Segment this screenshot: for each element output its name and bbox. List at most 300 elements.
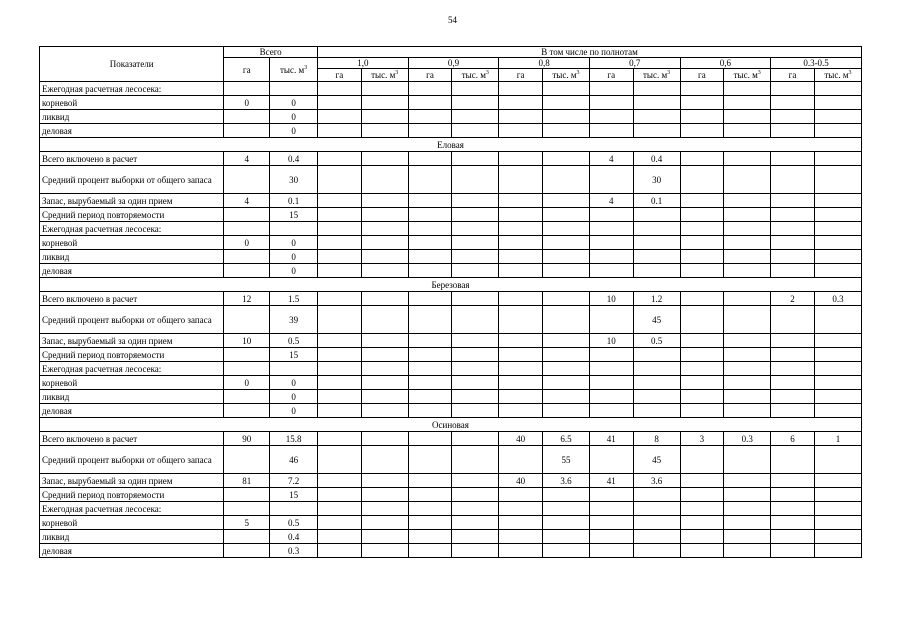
- table-cell: [361, 474, 408, 488]
- table-cell: 8: [633, 432, 680, 446]
- table-cell: [814, 376, 861, 390]
- table-cell: [724, 446, 771, 474]
- table-cell: [543, 208, 590, 222]
- row-label: Средний период повторяемости: [40, 208, 224, 222]
- table-cell: 39: [270, 306, 318, 334]
- table-row: [40, 166, 862, 194]
- table-cell: [224, 82, 270, 96]
- section-title: Осиновая: [40, 418, 862, 432]
- table-cell: [318, 446, 362, 474]
- table-cell: [680, 390, 724, 404]
- table-cell: [408, 208, 452, 222]
- table-cell: [318, 404, 362, 418]
- table-cell: [633, 544, 680, 558]
- table-cell: [499, 222, 543, 236]
- table-cell: [814, 404, 861, 418]
- table-cell: 0.5: [633, 334, 680, 348]
- table-cell: [680, 152, 724, 166]
- table-cell: [361, 96, 408, 110]
- table-cell: [499, 82, 543, 96]
- unit-volume-header: тыс. $м^3$: [452, 69, 499, 82]
- table-cell: 4: [224, 152, 270, 166]
- table-cell: [408, 292, 452, 306]
- table-cell: 30: [633, 166, 680, 194]
- table-cell: [452, 432, 499, 446]
- table-cell: [408, 488, 452, 502]
- table-cell: [318, 152, 362, 166]
- table-cell: [361, 446, 408, 474]
- table-cell: [543, 194, 590, 208]
- table-cell: 0: [270, 96, 318, 110]
- table-cell: [361, 306, 408, 334]
- table-cell: 0.3: [724, 432, 771, 446]
- table-cell: [771, 96, 815, 110]
- table-cell: [680, 292, 724, 306]
- table-cell: [499, 236, 543, 250]
- table-cell: [452, 264, 499, 278]
- row-label: Всего включено в расчет: [40, 432, 224, 446]
- table-row: [40, 390, 862, 404]
- table-cell: 0.4: [633, 152, 680, 166]
- table-row: [40, 152, 862, 166]
- table-cell: [771, 474, 815, 488]
- subheading-row: [40, 502, 862, 516]
- table-cell: [771, 82, 815, 96]
- table-cell: [724, 208, 771, 222]
- table-cell: [361, 362, 408, 376]
- table-cell: [452, 236, 499, 250]
- density-header: 0.3-0.5: [771, 58, 862, 69]
- table-cell: [361, 208, 408, 222]
- table-cell: [224, 390, 270, 404]
- unit-ha-header: га: [680, 69, 724, 82]
- table-cell: [814, 306, 861, 334]
- table-cell: [589, 306, 633, 334]
- row-label: деловая: [40, 124, 224, 138]
- table-cell: [771, 404, 815, 418]
- table-cell: [724, 544, 771, 558]
- table-cell: [814, 264, 861, 278]
- unit-volume-header: тыс. $м^3$: [633, 69, 680, 82]
- table-cell: [814, 348, 861, 362]
- table-cell: [680, 166, 724, 194]
- table-cell: [814, 110, 861, 124]
- table-cell: [318, 376, 362, 390]
- table-cell: 1.2: [633, 292, 680, 306]
- table-cell: [814, 222, 861, 236]
- table-cell: [589, 110, 633, 124]
- table-cell: [318, 236, 362, 250]
- table-cell: [408, 236, 452, 250]
- row-label: Запас, вырубаемый за один прием: [40, 194, 224, 208]
- table-cell: [224, 530, 270, 544]
- table-cell: [771, 236, 815, 250]
- table-cell: [771, 348, 815, 362]
- table-row: [40, 334, 862, 348]
- table-cell: [680, 250, 724, 264]
- table-cell: [680, 306, 724, 334]
- table-cell: [408, 250, 452, 264]
- table-cell: [589, 376, 633, 390]
- table-cell: 90: [224, 432, 270, 446]
- table-cell: [318, 488, 362, 502]
- table-cell: 12: [224, 292, 270, 306]
- table-cell: [814, 250, 861, 264]
- table-cell: [452, 390, 499, 404]
- table-cell: [589, 348, 633, 362]
- table-cell: [270, 502, 318, 516]
- table-cell: [771, 152, 815, 166]
- table-cell: [361, 222, 408, 236]
- table-cell: 5: [224, 516, 270, 530]
- table-cell: [499, 446, 543, 474]
- table-cell: [771, 516, 815, 530]
- table-cell: [633, 208, 680, 222]
- table-cell: [452, 96, 499, 110]
- table-cell: [361, 376, 408, 390]
- row-label: Средний период повторяемости: [40, 348, 224, 362]
- table-cell: 3.6: [633, 474, 680, 488]
- table-cell: 6: [771, 432, 815, 446]
- table-cell: [408, 166, 452, 194]
- density-header: 0,8: [499, 58, 590, 69]
- table-cell: 0.1: [633, 194, 680, 208]
- table-cell: [633, 390, 680, 404]
- table-cell: [318, 208, 362, 222]
- table-cell: 46: [270, 446, 318, 474]
- table-cell: [724, 376, 771, 390]
- section-row: [40, 138, 862, 152]
- table-cell: [361, 334, 408, 348]
- table-cell: [543, 348, 590, 362]
- table-cell: [499, 124, 543, 138]
- table-cell: [408, 152, 452, 166]
- table-cell: [680, 82, 724, 96]
- table-cell: [633, 96, 680, 110]
- table-cell: 0: [270, 110, 318, 124]
- table-cell: [589, 236, 633, 250]
- table-cell: [724, 334, 771, 348]
- row-label: ликвид: [40, 250, 224, 264]
- table-row: [40, 516, 862, 530]
- table-cell: [680, 530, 724, 544]
- row-label: Ежегодная расчетная лесосека:: [40, 82, 224, 96]
- table-cell: [318, 306, 362, 334]
- table-row: [40, 110, 862, 124]
- table-row: [40, 432, 862, 446]
- table-cell: [814, 82, 861, 96]
- table-cell: [771, 306, 815, 334]
- table-cell: [408, 82, 452, 96]
- table-cell: [452, 530, 499, 544]
- table-cell: 15: [270, 208, 318, 222]
- table-cell: [452, 348, 499, 362]
- section-title: Еловая: [40, 138, 862, 152]
- table-cell: [318, 502, 362, 516]
- table-cell: [771, 390, 815, 404]
- table-cell: [452, 124, 499, 138]
- table-cell: [224, 306, 270, 334]
- table-cell: 15: [270, 348, 318, 362]
- table-cell: [589, 250, 633, 264]
- table-cell: [224, 110, 270, 124]
- table-cell: [318, 222, 362, 236]
- table-cell: [499, 194, 543, 208]
- table-cell: [452, 194, 499, 208]
- table-cell: [680, 96, 724, 110]
- table-cell: [452, 362, 499, 376]
- table-cell: [543, 516, 590, 530]
- table-cell: [589, 362, 633, 376]
- table-cell: [270, 362, 318, 376]
- table-cell: 0.4: [270, 152, 318, 166]
- total-volume-header: тыс. $м^3$: [270, 58, 318, 82]
- table-cell: [318, 194, 362, 208]
- table-cell: [814, 516, 861, 530]
- subheading-row: [40, 362, 862, 376]
- table-cell: [452, 334, 499, 348]
- table-cell: [589, 530, 633, 544]
- allowable-cut-table: [39, 46, 862, 558]
- table-cell: [771, 222, 815, 236]
- table-cell: [224, 404, 270, 418]
- table-cell: [814, 194, 861, 208]
- table-row: [40, 250, 862, 264]
- table-cell: [814, 208, 861, 222]
- table-cell: [318, 110, 362, 124]
- table-cell: [724, 250, 771, 264]
- table-cell: 40: [499, 474, 543, 488]
- table-cell: 15: [270, 488, 318, 502]
- table-cell: [543, 292, 590, 306]
- table-cell: [814, 390, 861, 404]
- table-cell: [499, 376, 543, 390]
- table-cell: [589, 166, 633, 194]
- table-cell: [499, 96, 543, 110]
- table-cell: [771, 208, 815, 222]
- row-label: корневой: [40, 96, 224, 110]
- table-cell: [499, 404, 543, 418]
- table-cell: [543, 110, 590, 124]
- table-cell: [814, 152, 861, 166]
- table-cell: [224, 166, 270, 194]
- table-cell: [452, 488, 499, 502]
- table-cell: [680, 264, 724, 278]
- table-cell: [361, 194, 408, 208]
- table-cell: [318, 264, 362, 278]
- table-cell: 10: [589, 334, 633, 348]
- table-cell: [408, 222, 452, 236]
- table-cell: 0: [270, 124, 318, 138]
- table-cell: [543, 264, 590, 278]
- unit-volume-header: тыс. $м^3$: [361, 69, 408, 82]
- page-number: 54: [448, 15, 457, 25]
- table-cell: [543, 544, 590, 558]
- table-cell: [318, 124, 362, 138]
- table-cell: [543, 152, 590, 166]
- table-cell: [452, 404, 499, 418]
- table-cell: [633, 236, 680, 250]
- table-cell: 0: [270, 404, 318, 418]
- table-cell: [408, 376, 452, 390]
- table-cell: [814, 544, 861, 558]
- table-cell: [361, 488, 408, 502]
- table-cell: [814, 474, 861, 488]
- table-cell: [680, 110, 724, 124]
- table-cell: [680, 236, 724, 250]
- table-cell: 0: [270, 264, 318, 278]
- table-cell: [724, 362, 771, 376]
- row-label: ликвид: [40, 110, 224, 124]
- table-cell: 55: [543, 446, 590, 474]
- table-cell: [543, 306, 590, 334]
- table-cell: [724, 390, 771, 404]
- table-row: [40, 474, 862, 488]
- table-cell: 0: [224, 236, 270, 250]
- table-cell: [680, 222, 724, 236]
- unit-volume-header: тыс. $м^3$: [543, 69, 590, 82]
- table-cell: [361, 544, 408, 558]
- table-cell: [633, 376, 680, 390]
- table-cell: [361, 530, 408, 544]
- table-cell: [724, 222, 771, 236]
- table-cell: [543, 250, 590, 264]
- table-cell: 0.3: [270, 544, 318, 558]
- table-cell: [543, 166, 590, 194]
- unit-volume-header: тыс. $м^3$: [724, 69, 771, 82]
- table-cell: [589, 488, 633, 502]
- table-cell: [499, 516, 543, 530]
- table-cell: [408, 474, 452, 488]
- table-cell: [408, 194, 452, 208]
- table-body: [40, 82, 862, 558]
- indicators-header: Показатели: [40, 47, 224, 82]
- table-cell: [814, 446, 861, 474]
- table-cell: [724, 306, 771, 334]
- table-cell: [543, 236, 590, 250]
- unit-ha-header: га: [589, 69, 633, 82]
- table-cell: 3.6: [543, 474, 590, 488]
- table-cell: 0: [224, 96, 270, 110]
- section-row: [40, 278, 862, 292]
- table-cell: [814, 362, 861, 376]
- row-label: Ежегодная расчетная лесосека:: [40, 222, 224, 236]
- table-cell: [361, 236, 408, 250]
- table-cell: [318, 362, 362, 376]
- table-cell: [633, 264, 680, 278]
- row-label: корневой: [40, 236, 224, 250]
- table-row: [40, 124, 862, 138]
- table-cell: 40: [499, 432, 543, 446]
- row-label: ликвид: [40, 390, 224, 404]
- table-cell: [452, 110, 499, 124]
- table-cell: [724, 124, 771, 138]
- table-cell: [680, 124, 724, 138]
- row-label: ликвид: [40, 530, 224, 544]
- table-cell: [771, 376, 815, 390]
- table-cell: [499, 334, 543, 348]
- table-cell: [771, 544, 815, 558]
- table-cell: [318, 530, 362, 544]
- table-row: [40, 96, 862, 110]
- table-cell: [408, 530, 452, 544]
- table-cell: [633, 124, 680, 138]
- unit-ha-header: га: [408, 69, 452, 82]
- row-label: деловая: [40, 264, 224, 278]
- table-cell: 4: [589, 152, 633, 166]
- total-ha-header: га: [224, 58, 270, 82]
- table-cell: [680, 446, 724, 474]
- table-cell: [452, 208, 499, 222]
- table-cell: [361, 264, 408, 278]
- table-cell: [452, 152, 499, 166]
- table-cell: [408, 348, 452, 362]
- table-cell: 6.5: [543, 432, 590, 446]
- total-header: Всего: [224, 47, 318, 58]
- section-row: [40, 418, 862, 432]
- table-cell: [499, 348, 543, 362]
- table-cell: [452, 306, 499, 334]
- table-cell: [224, 362, 270, 376]
- table-cell: [589, 208, 633, 222]
- table-row: [40, 348, 862, 362]
- table-cell: [224, 544, 270, 558]
- table-cell: [499, 208, 543, 222]
- table-cell: 0: [270, 236, 318, 250]
- table-row: [40, 264, 862, 278]
- unit-volume-header: тыс. $м^3$: [814, 69, 861, 82]
- table-cell: [724, 530, 771, 544]
- table-cell: 0.1: [270, 194, 318, 208]
- table-cell: [771, 362, 815, 376]
- table-cell: [224, 250, 270, 264]
- table-cell: 2: [771, 292, 815, 306]
- table-cell: [318, 474, 362, 488]
- table-cell: 4: [589, 194, 633, 208]
- table-cell: [361, 348, 408, 362]
- table-cell: [361, 516, 408, 530]
- table-cell: [589, 404, 633, 418]
- table-cell: [224, 348, 270, 362]
- table-cell: [452, 516, 499, 530]
- table-cell: [724, 264, 771, 278]
- table-cell: [224, 222, 270, 236]
- table-cell: [361, 292, 408, 306]
- table-cell: [408, 502, 452, 516]
- table-cell: [814, 334, 861, 348]
- table-cell: [633, 250, 680, 264]
- table-cell: [318, 348, 362, 362]
- table-row: [40, 446, 862, 474]
- table-cell: [408, 390, 452, 404]
- table-cell: 41: [589, 474, 633, 488]
- table-cell: [361, 124, 408, 138]
- table-cell: [499, 530, 543, 544]
- table-cell: [633, 488, 680, 502]
- table-cell: [543, 502, 590, 516]
- table-cell: [633, 516, 680, 530]
- table-cell: [680, 502, 724, 516]
- table-cell: [724, 236, 771, 250]
- table-cell: [499, 250, 543, 264]
- table-cell: 0: [224, 376, 270, 390]
- table-row: [40, 292, 862, 306]
- table-cell: [633, 82, 680, 96]
- table-row: [40, 306, 862, 334]
- row-label: Запас, вырубаемый за один прием: [40, 334, 224, 348]
- table-cell: [499, 390, 543, 404]
- table-cell: 10: [224, 334, 270, 348]
